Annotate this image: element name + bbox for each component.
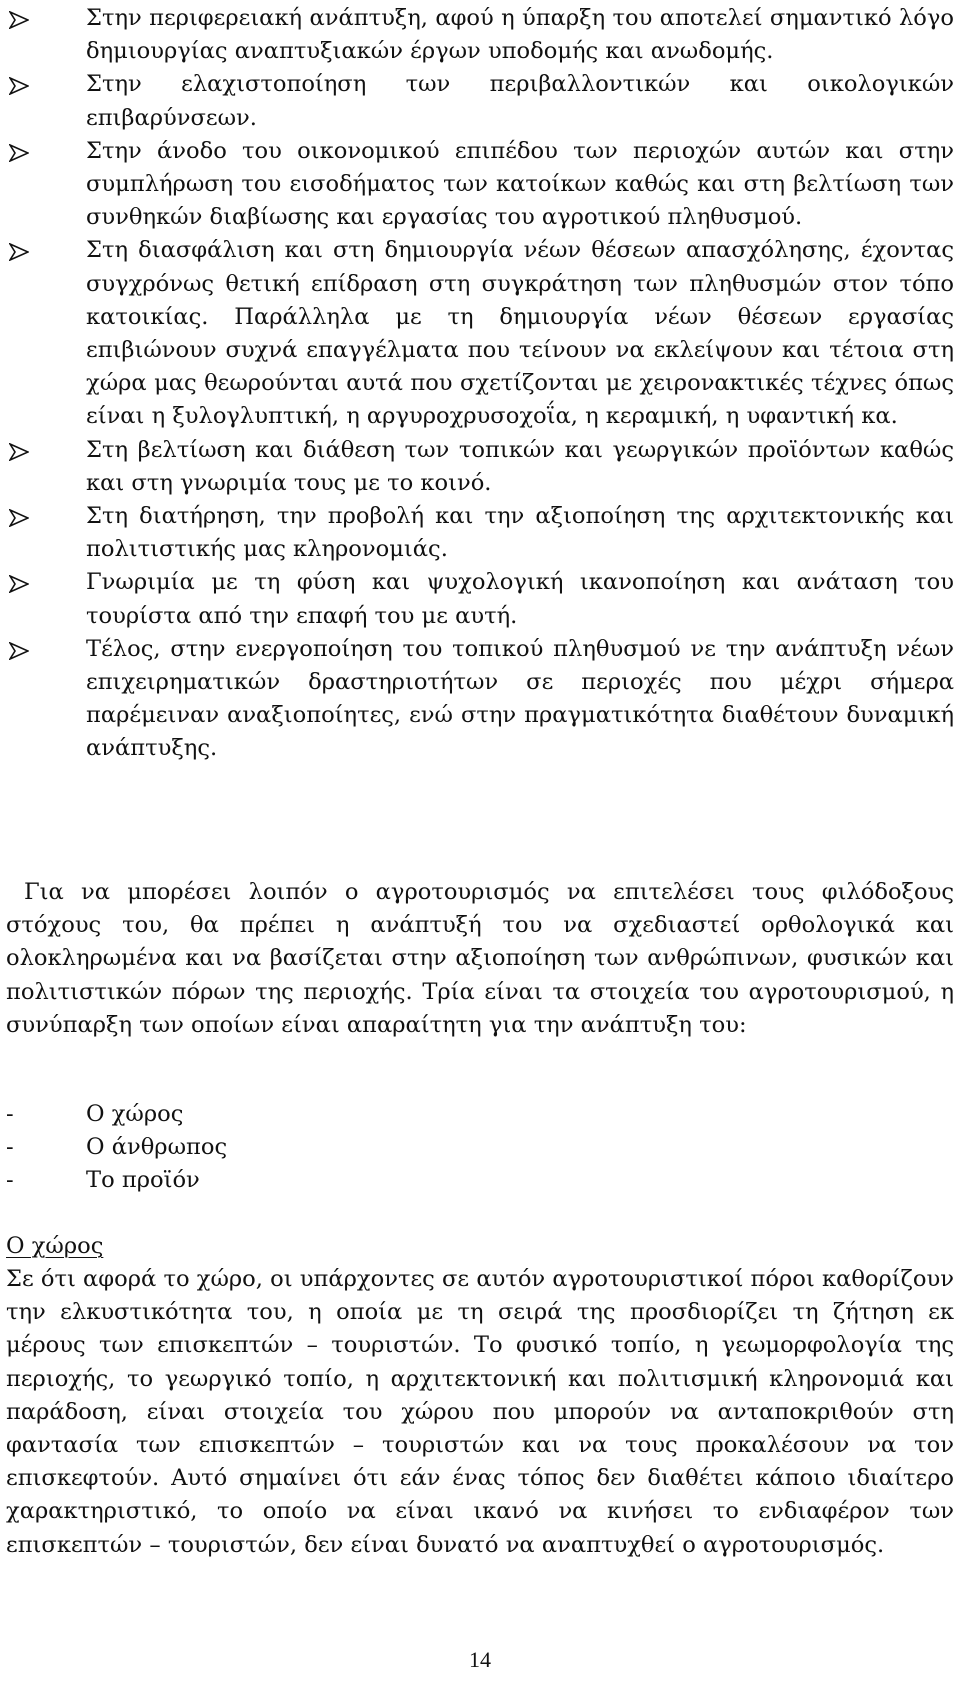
list-item [6, 1164, 606, 1197]
arrowhead-bullet-icon [7, 2, 37, 35]
bullet-item [6, 2, 954, 68]
bullet-item [6, 68, 954, 134]
list-item [6, 1098, 606, 1131]
section-body-paragraph: Σε ότι αφορά το χώρο, οι υπάρχοντες σε αυτόν αγροτουριστικοί πόροι καθορίζουν την ελκυστικότητα του, η οποία με τη σειρά της προσδιορίζει τη ζήτηση εκ μέρους των επισκεπτών – τουριστών. Το φυσικό τοπίο, η γεωμορφολογία της περιοχής, το γεωργικό τοπίο, η αρχιτεκτονική και πολιτισμική κληρονομιά και παράδοση, είναι στοιχεία του χώρου που μπορούν να ανταποκριθούν στη φαντασία των επισκεπτών – τουριστών και να τους προκαλέσουν να τον επισκεφτούν. Αυτό σημαίνει ότι εάν ένας τόπος δεν διαθέτει κάποιο ιδιαίτερο χαρακτηριστικό, το οποίο να είναι ικανό να κινήσει το ενδιαφέρον των επισκεπτών – τουριστών, δεν είναι δυνατό να αναπτυχθεί ο αγροτουρισμός. [6, 1266, 954, 1558]
bullet-item [6, 500, 954, 566]
bullet-item [6, 566, 954, 632]
arrowhead-bullet-icon [7, 68, 37, 101]
arrowhead-bullet-icon [7, 234, 37, 267]
list-item-text: Ο χώρος [86, 1101, 184, 1127]
bullet-item [6, 434, 954, 500]
arrowhead-bullet-icon [7, 500, 37, 533]
bullet-text: Στη διασφάλιση και στη δημιουργία νέων θέσεων απασχόλησης, έχοντας συγχρόνως θετική επίδραση στη συγκράτηση των πληθυσμών στον τόπο κατοικίας. Παράλληλα με τη δημιουργία νέων θέσεων εργασίας επιβιώνουν συχνά επαγγέλματα που τείνουν να εκλείψουν και τέτοια στη χώρα μας θεωρούνται αυτά που σχετίζονται με χειρονακτικές τέχνες όπως είναι η ξυλογλυπτική, η αργυροχρυσοχοΐα, η κεραμική, η υφαντική κα. [86, 237, 954, 430]
list-item-text: Ο άνθρωπος [86, 1134, 228, 1161]
agrotourism-elements-list [6, 1098, 606, 1198]
arrowhead-bullet-icon [7, 434, 37, 467]
bullet-text: Στην ελαχιστοποίηση των περιβαλλοντικών και οικολογικών επιβαρύνσεων. [86, 71, 954, 131]
section-heading: Ο χώρος [6, 1233, 104, 1259]
arrowhead-bullet-icon [7, 633, 37, 666]
dash-marker: - [6, 1101, 14, 1127]
bullet-text: Στη βελτίωση και διάθεση των τοπικών και γεωργικών προϊόντων καθώς και στη γνωριμία τους με το κοινό. [86, 436, 954, 496]
dash-marker: - [6, 1167, 14, 1194]
list-item-text: Το προϊόν [86, 1167, 200, 1194]
bullet-text: Τέλος, στην ενεργοποίηση του τοπικού πληθυσμού νε την ανάπτυξη νέων επιχειρηματικών δραστηριοτήτων σε περιοχές που μέχρι σήμερα παρέμειναν αναξιοποίητες, ενώ στην πραγματικότητα διαθέτουν δυναμική ανάπτυξης. [86, 635, 954, 762]
bullet-text: Γνωριμία με τη φύση και ψυχολογική ικανοποίηση και ανάταση του τουρίστα από την επαφή του με αυτή. [86, 569, 954, 629]
bullet-item [6, 234, 954, 433]
bullet-item [6, 633, 954, 766]
arrowhead-bullet-icon [7, 566, 37, 599]
bullet-text: Στην άνοδο του οικονομικού επιπέδου των περιοχών αυτών και στην συμπλήρωση του εισοδήματος των κατοίκων καθώς και στη βελτίωση των συνθηκών διαβίωσης και εργασίας του αγροτικού πληθυσμού. [86, 137, 954, 231]
bullet-text: Στη διατήρηση, την προβολή και την αξιοποίηση της αρχιτεκτονικής και πολιτιστικής μας κληρονομιάς. [86, 503, 954, 563]
benefits-bullet-list [6, 2, 954, 766]
list-item [6, 1131, 606, 1164]
dash-marker: - [6, 1134, 14, 1161]
bullet-item [6, 135, 954, 235]
intro-paragraph: Για να μπορέσει λοιπόν ο αγροτουρισμός να επιτελέσει τους φιλόδοξους στόχους του, θα πρέπει η ανάπτυξή του να σχεδιαστεί ορθολογικά και ολοκληρωμένα και να βασίζεται στην αξιοποίηση των ανθρώπινων, φυσικών και πολιτιστικών πόρων της περιοχής. Τρία είναι τα στοιχεία του αγροτουρισμού, η συνύπαρξη των οποίων είναι απαραίτητη για την ανάπτυξη του: [6, 879, 954, 1038]
page-number: 14 [469, 1647, 491, 1672]
bullet-text: Στην περιφερειακή ανάπτυξη, αφού η ύπαρξη του αποτελεί σημαντικό λόγο δημιουργίας αναπτυξιακών έργων υποδομής και ανωδομής. [86, 5, 954, 65]
arrowhead-bullet-icon [7, 135, 37, 168]
